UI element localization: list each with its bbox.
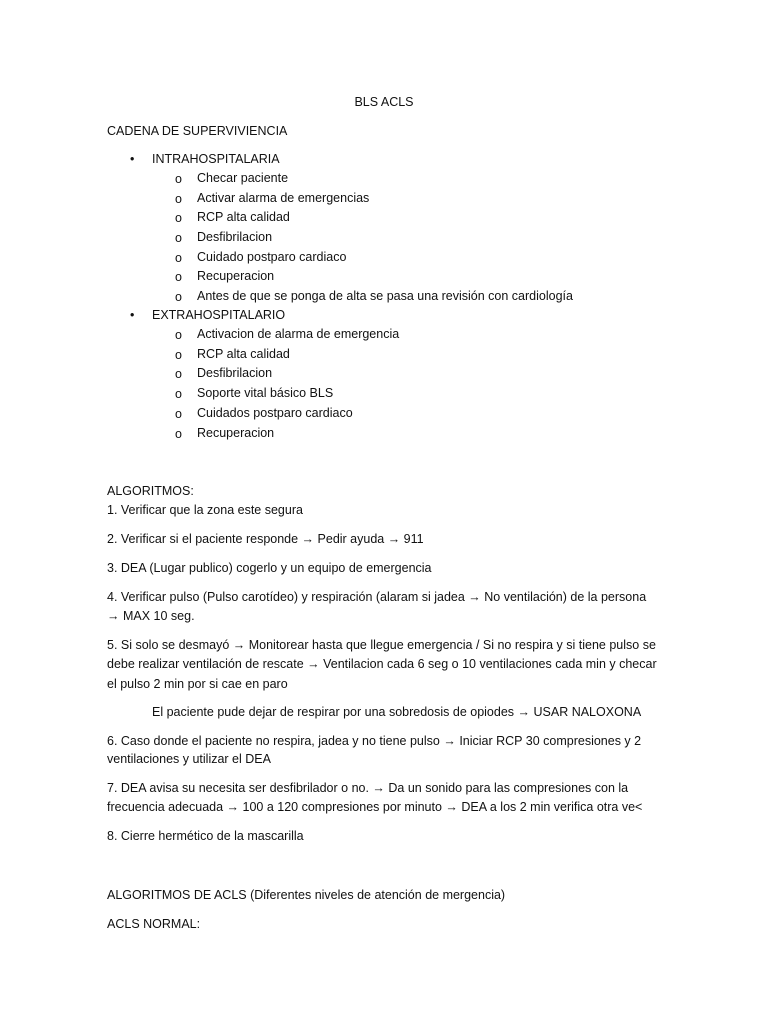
algorithm-step: 8. Cierre hermético de la mascarilla	[107, 829, 304, 843]
algorithm-step-continuation: ventilaciones y utilizar el DEA	[107, 752, 271, 766]
document-title: BLS ACLS	[354, 95, 414, 109]
sub-bullet-icon: o	[175, 427, 182, 441]
algorithm-step: 7. DEA avisa su necesita ser desfibrilador o no. → Da un sonido para las compresiones con la	[107, 781, 629, 795]
list-item: RCP alta calidad	[197, 347, 290, 361]
naloxone-note: El paciente pude dejar de respirar por una sobredosis de opiodes → USAR NALOXONA	[152, 705, 642, 719]
sub-bullet-icon: o	[175, 290, 182, 304]
sub-bullet-icon: o	[175, 367, 182, 381]
list-item: Recuperacion	[197, 269, 275, 283]
list-item: Checar paciente	[197, 171, 289, 185]
list-item: Activar alarma de emergencias	[197, 191, 370, 205]
group-label-intrahospitalaria: INTRAHOSPITALARIA	[152, 152, 280, 166]
algorithm-step-continuation: frecuencia adecuada → 100 a 120 compresiones por minuto → DEA a los 2 min verifica otra ve<	[107, 800, 643, 814]
sub-bullet-icon: o	[175, 211, 182, 225]
sub-bullet-icon: o	[175, 172, 182, 186]
sub-bullet-icon: o	[175, 387, 182, 401]
algorithm-step: 3. DEA (Lugar publico) cogerlo y un equipo de emergencia	[107, 561, 432, 575]
sub-bullet-icon: o	[175, 270, 182, 284]
acls-heading: ALGORITMOS DE ACLS (Diferentes niveles de atención de mergencia)	[107, 888, 506, 902]
section-heading: CADENA DE SUPERVIVIENCIA	[107, 124, 288, 138]
sub-bullet-icon: o	[175, 231, 182, 245]
algorithm-step: 6. Caso donde el paciente no respira, jadea y no tiene pulso → Iniciar RCP 30 compresiones y 2	[107, 734, 642, 748]
acls-normal-heading: ACLS NORMAL:	[107, 917, 201, 931]
algorithm-step: 2. Verificar si el paciente responde → Pedir ayuda → 911	[107, 532, 424, 546]
bullet-dot-icon: •	[130, 308, 135, 322]
bullet-dot-icon: •	[130, 152, 135, 166]
sub-bullet-icon: o	[175, 407, 182, 421]
list-item: RCP alta calidad	[197, 210, 290, 224]
algorithm-step: 5. Si solo se desmayó → Monitorear hasta que llegue emergencia / Si no respira y si tiene pulso se	[107, 638, 656, 652]
algorithm-step: 1. Verificar que la zona este segura	[107, 503, 303, 517]
group-label-extrahospitalario: EXTRAHOSPITALARIO	[152, 308, 286, 322]
list-item: Cuidado postparo cardiaco	[197, 250, 347, 264]
list-item: Soporte vital básico BLS	[197, 386, 334, 400]
list-item: Desfibrilacion	[197, 230, 273, 244]
algorithm-step-continuation: debe realizar ventilación de rescate → Ventilacion cada 6 seg o 10 ventilaciones cada min y checar	[107, 657, 657, 671]
sub-bullet-icon: o	[175, 251, 182, 265]
list-item: Cuidados postparo cardiaco	[197, 406, 353, 420]
list-item: Antes de que se ponga de alta se pasa una revisión con cardiología	[197, 289, 573, 303]
list-item: Desfibrilacion	[197, 366, 273, 380]
algorithm-step-continuation: el pulso 2 min por si cae en paro	[107, 677, 288, 691]
sub-bullet-icon: o	[175, 192, 182, 206]
sub-bullet-icon: o	[175, 348, 182, 362]
sub-bullet-icon: o	[175, 328, 182, 342]
list-item: Activacion de alarma de emergencia	[197, 327, 400, 341]
algorithm-step-continuation: → MAX 10 seg.	[107, 609, 195, 623]
list-item: Recuperacion	[197, 426, 275, 440]
algorithms-heading: ALGORITMOS:	[107, 484, 194, 498]
algorithm-step: 4. Verificar pulso (Pulso carotídeo) y respiración (alaram si jadea → No ventilación) de la persona	[107, 590, 647, 604]
